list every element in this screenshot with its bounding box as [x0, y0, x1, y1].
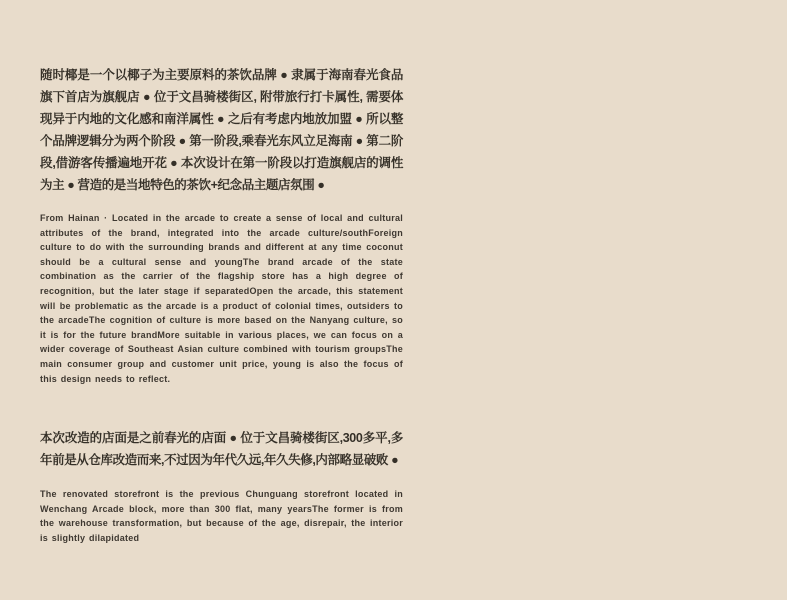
brand-intro-paragraph-en: From Hainan · Located in the arcade to create a sense of local and cultural attributes of the brand, integrated into the arcade culture/southForeign culture to do with the surrounding brands and different at any time coconut should be a cultural sense and youngThe brand arcade of the state combination as the carrier of the flagship store has a high degree of recognition, but the later stage if separatedOpen the arcade, this statement will be problematic as the arcade is a product of colonial times, outsiders to the arcadeThe cognition of culture is more based on the Nanyang culture, so it is for the future brandMore suitable in various places, we can focus on a wider coverage of Southeast Asian culture combined with tourism groupsThe main consumer group and customer unit price, young is also the focus of this design needs to reflect. [40, 213, 403, 384]
brand-intro-paragraph-zh: 随时椰是一个以椰子为主要原料的茶饮品牌 ● 隶属于海南春光食品旗下首店为旗舰店 ● 位于文昌骑楼街区, 附带旅行打卡属性, 需要体现异于内地的文化感和南洋属性 ● 之后有考虑内地放加盟 ● 所以整个品牌逻辑分为两个阶段 ● 第一阶段,乘春光东风立足海南 ● 第二阶段,借游客传播遍地开花 ● 本次设计在第一阶段以打造旗舰店的调性为主 ● 营造的是当地特色的茶饮+纪念品主题店氛围 ● [40, 68, 403, 192]
storefront-paragraph-zh: 本次改造的店面是之前春光的店面 ● 位于文昌骑楼街区,300多平,多年前是从仓库改造而来,不过因为年代久远,年久失修,内部略显破败 ● [40, 431, 403, 467]
storefront-paragraph-en: The renovated storefront is the previous Chunguang storefront located in Wenchang Arcade block, more than 300 flat, many yearsThe former is from the warehouse transformation, but because of the age, disrepair, the interior is slightly dilapidated [40, 489, 403, 543]
